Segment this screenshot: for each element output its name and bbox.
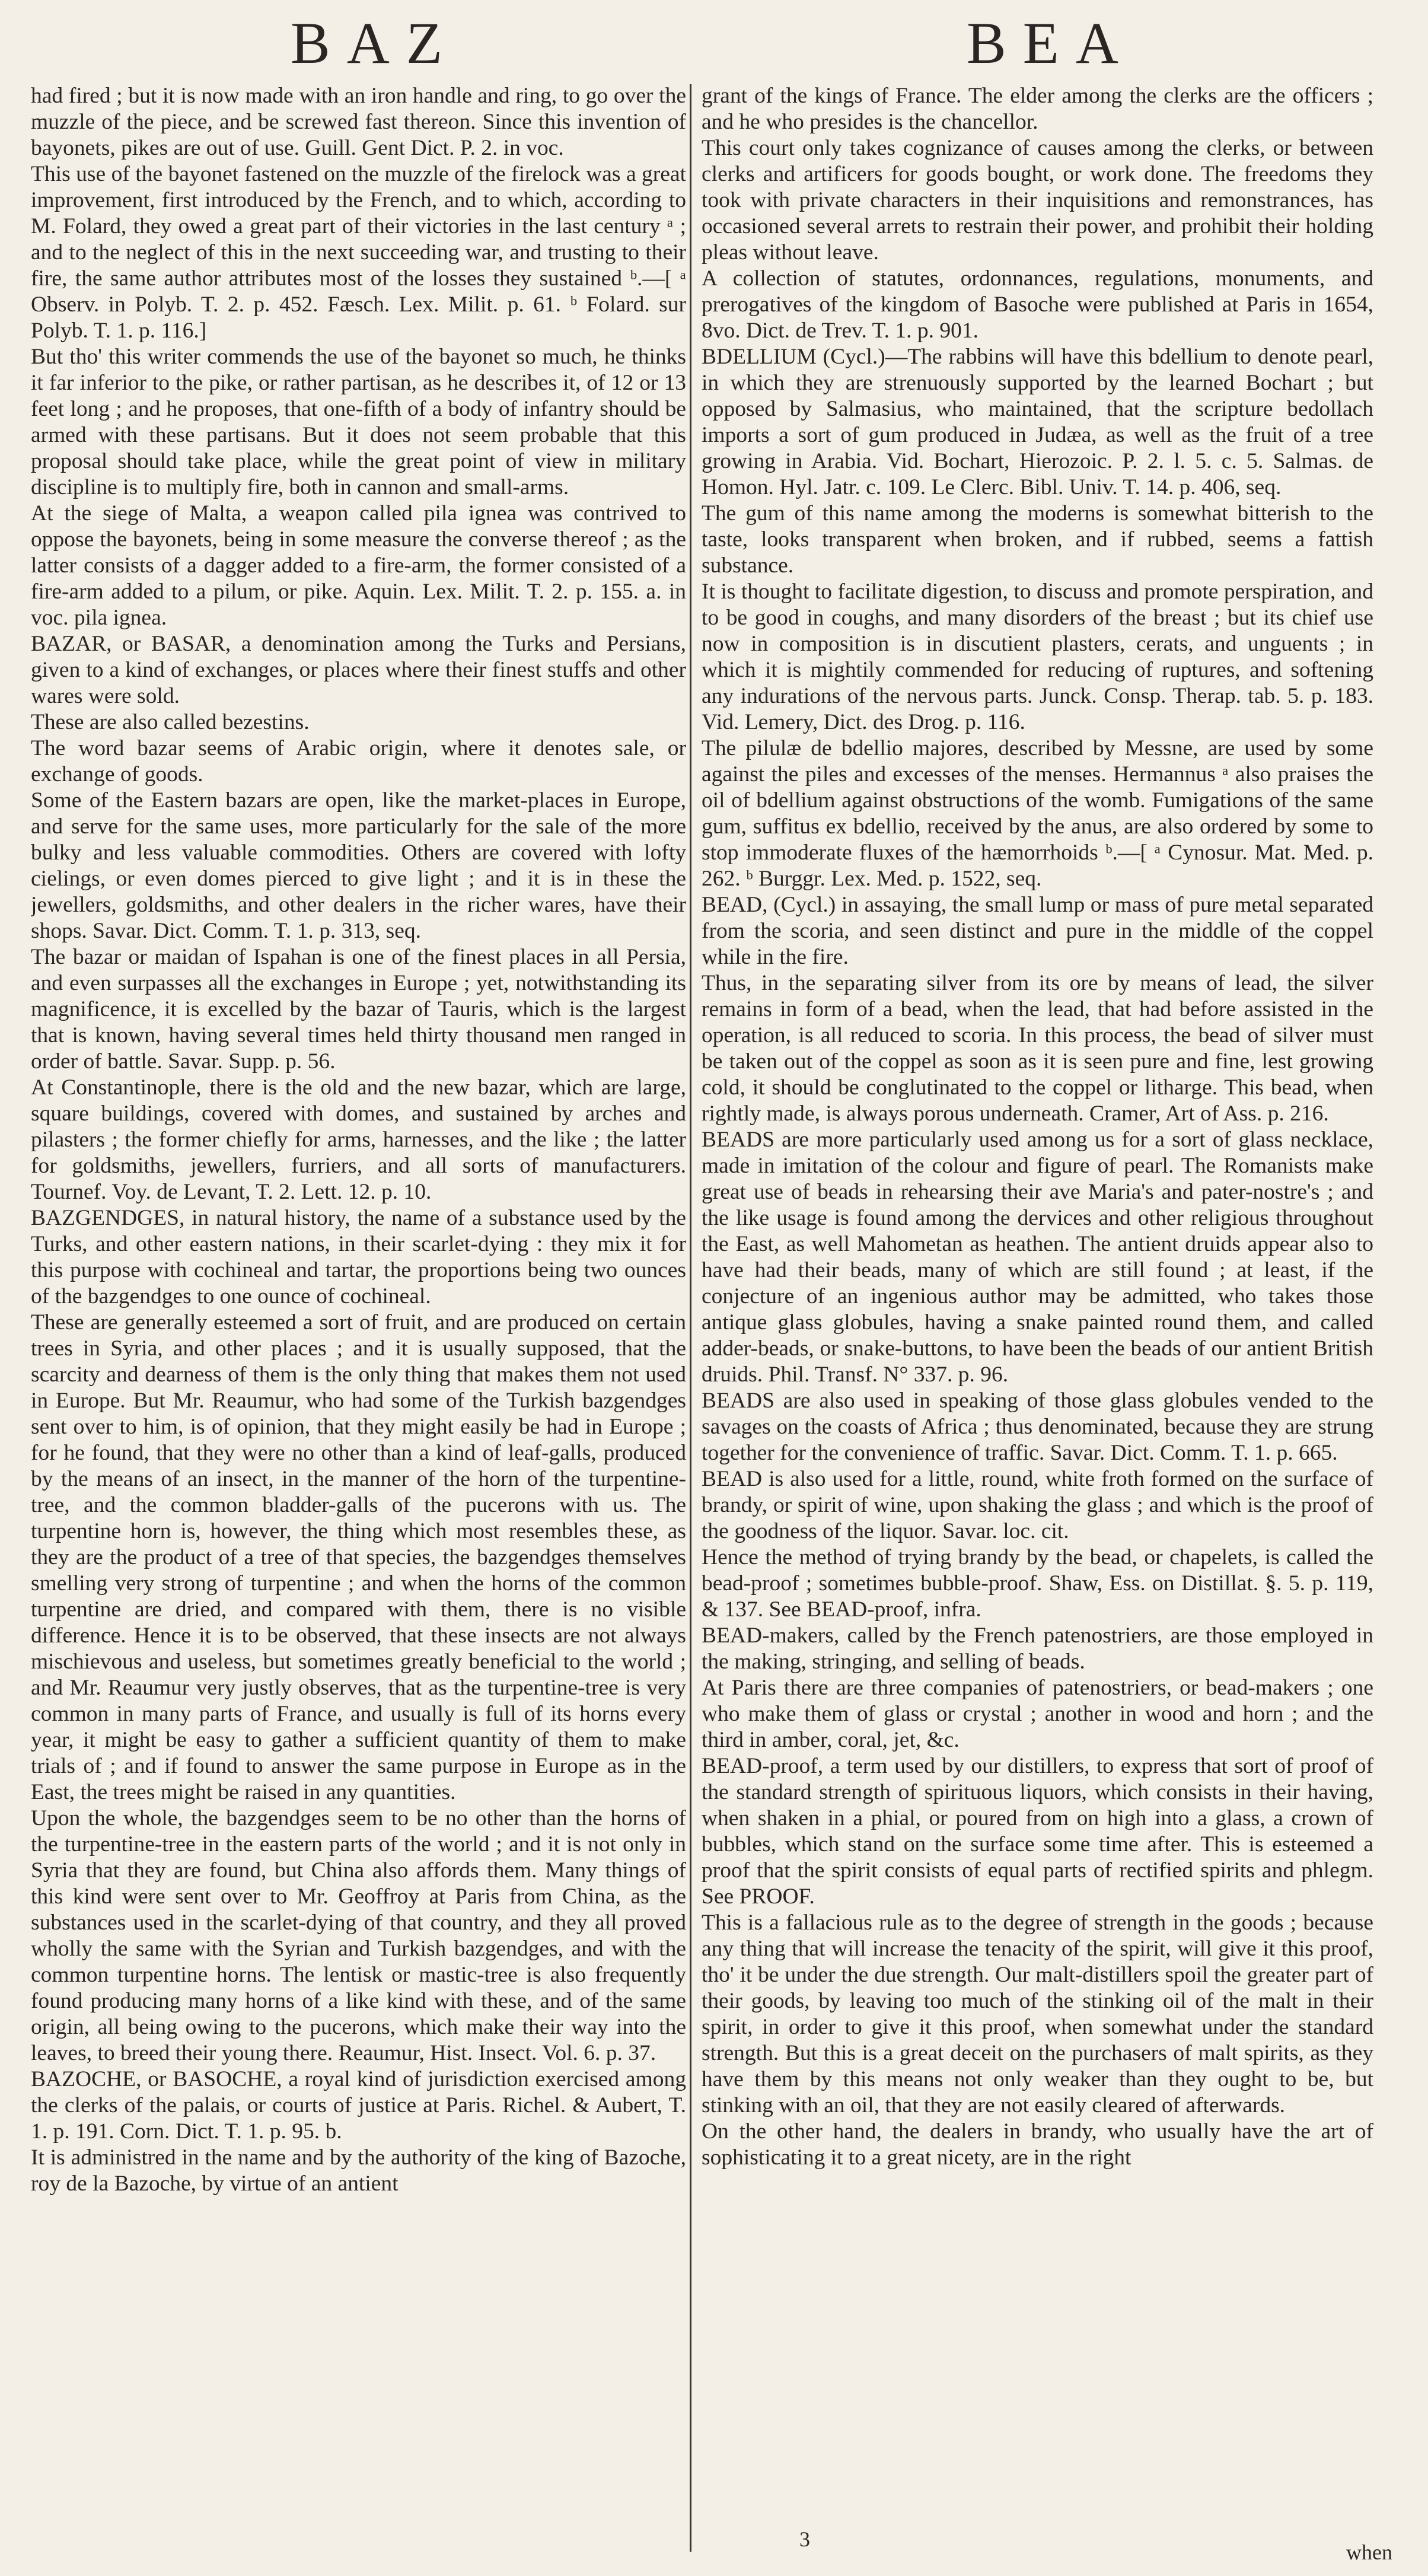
paragraph: This use of the bayonet fastened on the muzzle of the firelock was a great improvement, first introduced by the French, and to which, according to M. Folard, they owed a great part of their victories in the last century ᵃ ; and to the neglect of this in the next succeeding war, and trusting to their fire, the same author attributes most of the losses they sustained ᵇ.—[ ᵃ Observ. in Polyb. T. 2. p. 452. Fæsch. Lex. Milit. p. 61. ᵇ Folard. sur Polyb. T. 1. p. 116.]: [31, 162, 686, 343]
entry-bead: BEAD is also used for a little, round, white froth formed on the surface of brandy, or spirit of wine, upon shaking the glass ; and which is the proof of the goodness of the liquor. Savar. loc. cit.: [702, 1467, 1373, 1543]
catchword: when: [1346, 2540, 1392, 2564]
entry-bead-makers: BEAD-makers, called by the French patenostriers, are those employed in the making, stringing, and selling of beads.: [702, 1623, 1373, 1674]
paragraph: But tho' this writer commends the use of the bayonet so much, he thinks it far inferior to the pike, or rather partisan, as he describes it, of 12 or 13 feet long ; and he proposes, that one-fifth of a body of infantry should be armed with these partisans. But it does not seem probable that this proposal should take place, while the great point of view in military discipline is to multiply fire, both in cannon and small-arms.: [31, 345, 686, 499]
paragraph: The bazar or maidan of Ispahan is one of the finest places in all Persia, and even surpasses all the exchanges in Europe ; yet, notwithstanding its magnificence, it is excelled by the bazar of Tauris, which is the largest that is known, having several times held thirty thousand men ranged in order of battle. Savar. Supp. p. 56.: [31, 945, 686, 1074]
paragraph: This is a fallacious rule as to the degree of strength in the goods ; because any thing that will increase the tenacity of the spirit, will give it this proof, tho' it be under the due strength. Our malt-distillers spoil the greater part of their goods, by leaving too much of the stinking oil of the malt in their spirit, in order to give it this proof, when somewhat under the standard strength. But this is a great deceit on the purchasers of malt spirits, as they have them by this means not only weaker than they ought to be, but stinking with an oil, that they are not easily cleared of afterwards.: [702, 1910, 1373, 2118]
paragraph: The pilulæ de bdellio majores, described by Messne, are used by some against the piles and excesses of the menses. Hermannus ᵃ also praises the oil of bdellium against obstructions of the womb. Fumigations of the same gum, suffitus ex bdellio, received by the anus, are also ordered by some to stop immoderate fluxes of the hæmorrhoids ᵇ.—[ ᵃ Cynosur. Mat. Med. p. 262. ᵇ Burggr. Lex. Med. p. 1522, seq.: [702, 736, 1373, 891]
paragraph: The gum of this name among the moderns is somewhat bitterish to the taste, looks transparent when broken, and if rubbed, seems a fattish substance.: [702, 501, 1373, 578]
paragraph: had fired ; but it is now made with an iron handle and ring, to go over the muzzle of the piece, and be screwed fast thereon. Since this invention of bayonets, pikes are out of use. Guill. Gent Dict. P. 2. in voc.: [31, 84, 686, 160]
paragraph: This court only takes cognizance of causes among the clerks, or between clerks and artificers for goods bought, or work done. The freedoms they took with private characters in their inquisitions and remonstrances, has occasioned several arrets to restrain their power, and prohibit their holding pleas without leave.: [702, 136, 1373, 265]
paragraph: A collection of statutes, ordonnances, regulations, monuments, and prerogatives of the kingdom of Basoche were published at Paris in 1654, 8vo. Dict. de Trev. T. 1. p. 901.: [702, 266, 1373, 343]
entry-bead-proof: BEAD-proof, a term used by our distillers, to express that sort of proof of the standard strength of spirituous liquors, which consists in their having, when shaken in a phial, or poured from on high into a glass, a crown of bubbles, which stand on the surface some time after. This is esteemed a proof that the spirit consists of equal parts of rectified spirits and phlegm. See PROOF.: [702, 1754, 1373, 1909]
entry-bazoche: BAZOCHE, or BASOCHE, a royal kind of jurisdiction exercised among the clerks of the palais, or courts of justice at Paris. Richel. & Aubert, T. 1. p. 191. Corn. Dict. T. 1. p. 95. b.: [31, 2067, 686, 2144]
paragraph: It is thought to facilitate digestion, to discuss and promote perspiration, and to be good in coughs, and many disorders of the breast ; but its chief use now in composition is in discutient plasters, cerats, and unguents ; in which it is mightily commended for reducing of ruptures, and softening any indurations of the nervous parts. Junck. Consp. Therap. tab. 5. p. 183. Vid. Lemery, Dict. des Drog. p. 116.: [702, 579, 1373, 734]
right-column: [702, 83, 1373, 2509]
left-column: [31, 83, 686, 2509]
paragraph: It is administred in the name and by the authority of the king of Bazoche, roy de la Bazoche, by virtue of an antient: [31, 2145, 686, 2196]
paragraph: At Paris there are three companies of patenostriers, or bead-makers ; one who make them of glass or crystal ; another in wood and horn ; and the third in amber, coral, jet, &c.: [702, 1676, 1373, 1752]
entry-bazar: BAZAR, or BASAR, a denomination among the Turks and Persians, given to a kind of exchanges, or places where their finest stuffs and other wares were sold.: [31, 632, 686, 708]
entry-bead: BEAD, (Cycl.) in assaying, the small lump or mass of pure metal separated from the scoria, and seen distinct and pure in the middle of the coppel while in the fire.: [702, 893, 1373, 969]
entry-bdellium: BDELLIUM (Cycl.)—The rabbins will have this bdellium to denote pearl, in which they are strenuously supported by the learned Bochart ; but opposed by Salmasius, who maintained, that the scripture bedollach imports a sort of gum produced in Judæa, as well as the fruit of a tree growing in Arabia. Vid. Bochart, Hierozoic. P. 2. l. 5. c. 5. Salmas. de Homon. Hyl. Jatr. c. 109. Le Clerc. Bibl. Univ. T. 14. p. 406, seq.: [702, 345, 1373, 499]
header-left: BAZ: [291, 10, 459, 76]
entry-beads: BEADS are also used in speaking of those glass globules vended to the savages on the coasts of Africa ; thus denominated, because they are strung together for the convenience of traffic. Savar. Dict. Comm. T. 1. p. 665.: [702, 1389, 1373, 1465]
paragraph: On the other hand, the dealers in brandy, who usually have the art of sophisticating it to a great nicety, are in the right: [702, 2119, 1373, 2170]
column-rule: [690, 84, 691, 2552]
paragraph: These are generally esteemed a sort of fruit, and are produced on certain trees in Syria, and other places ; and it is usually supposed, that the scarcity and dearness of them is the only thing that makes them not used in Europe. But Mr. Reaumur, who had some of the Turkish bazgendges sent over to him, is of opinion, that they might easily be had in Europe ; for he found, that they were no other than a kind of leaf-galls, produced by the means of an insect, in the manner of the horn of the turpentine-tree, and the common bladder-galls of the pucerons with us. The turpentine horn is, however, the thing which most resembles these, as they are the product of a tree of that species, the bazgendges themselves smelling very strong of turpentine ; and when the horns of the common turpentine are dried, and compared with them, there is no visible difference. Hence it is to be observed, that these insects are not always mischievous and useless, but sometimes greatly beneficial to the world ; and Mr. Reaumur very justly observes, that as the turpentine-tree is very common in many parts of France, and usually is full of its horns every year, it might be easy to gather a sufficient quantity of them to make trials of ; and if found to answer the same purpose in Europe as in the East, the trees might be raised in any quantities.: [31, 1310, 686, 1804]
paragraph: Thus, in the separating silver from its ore by means of lead, the silver remains in form of a bead, when the lead, that had before assisted in the operation, is all reduced to scoria. In this process, the bead of silver must be taken out of the coppel as soon as it is seen pure and fine, lest growing cold, it should be conglutinated to the coppel or litharge. This bead, when rightly made, is always porous underneath. Cramer, Art of Ass. p. 216.: [702, 971, 1373, 1126]
paragraph: Upon the whole, the bazgendges seem to be no other than the horns of the turpentine-tree in the eastern parts of the world ; and it is not only in Syria that they are found, but China also affords them. Many things of this kind were sent over to Mr. Geoffroy at Paris from China, as the substances used in the scarlet-dying of that country, and they all proved wholly the same with the Syrian and Turkish bazgendges, and with the common turpentine horns. The lentisk or mastic-tree is also frequently found producing many horns of a like kind with these, and of the same origin, all being owing to the pucerons, which make their way into the leaves, to breed their young there. Reaumur, Hist. Insect. Vol. 6. p. 37.: [31, 1806, 686, 2065]
page-number: 3: [799, 2527, 810, 2551]
running-header: [0, 11, 1428, 76]
paragraph: At Constantinople, there is the old and the new bazar, which are large, square buildings, covered with domes, and sustained by arches and pilasters ; the former chiefly for arms, harnesses, and the like ; the latter for goldsmiths, jewellers, furriers, and all sorts of manufacturers. Tournef. Voy. de Levant, T. 2. Lett. 12. p. 10.: [31, 1075, 686, 1204]
paragraph: grant of the kings of France. The elder among the clerks are the officers ; and he who presides is the chancellor.: [702, 84, 1373, 134]
paragraph: Hence the method of trying brandy by the bead, or chapelets, is called the bead-proof ; sometimes bubble-proof. Shaw, Ess. on Distillat. §. 5. p. 119, & 137. See BEAD-proof, infra.: [702, 1545, 1373, 1622]
entry-beads: BEADS are more particularly used among us for a sort of glass necklace, made in imitation of the colour and figure of pearl. The Romanists make great use of beads in rehearsing their ave Maria's and pater-nostre's ; and the like usage is found among the dervices and other religious throughout the East, as well Mahometan as heathen. The antient druids appear also to have had their beads, many of which are still found ; at least, if the conjecture of an ingenious author may be admitted, who takes those antique glass globules, having a snake painted round them, and called adder-beads, or snake-buttons, to have been the beads of our antient British druids. Phil. Transf. N° 337. p. 96.: [702, 1128, 1373, 1387]
paragraph: These are also called bezestins.: [31, 710, 310, 734]
paragraph: Some of the Eastern bazars are open, like the market-places in Europe, and serve for the same uses, more particularly for the sale of the more bulky and less valuable commodities. Others are covered with lofty cielings, or even domes pierced to give light ; and it is in these the jewellers, goldsmiths, and other dealers in the richer wares, have their shops. Savar. Dict. Comm. T. 1. p. 313, seq.: [31, 788, 686, 943]
paragraph: At the siege of Malta, a weapon called pila ignea was contrived to oppose the bayonets, being in some measure the converse thereof ; as the latter consists of a dagger added to a fire-arm, the former consisted of a fire-arm added to a pilum, or pike. Aquin. Lex. Milit. T. 2. p. 155. a. in voc. pila ignea.: [31, 501, 686, 630]
header-right: BEA: [967, 10, 1135, 76]
paragraph: The word bazar seems of Arabic origin, where it denotes sale, or exchange of goods.: [31, 736, 686, 787]
entry-bazgendges: BAZGENDGES, in natural history, the name of a substance used by the Turks, and other eastern nations, in their scarlet-dying : they mix it for this purpose with cochineal and tartar, the proportions being two ounces of the bazgendges to one ounce of cochineal.: [31, 1206, 686, 1308]
